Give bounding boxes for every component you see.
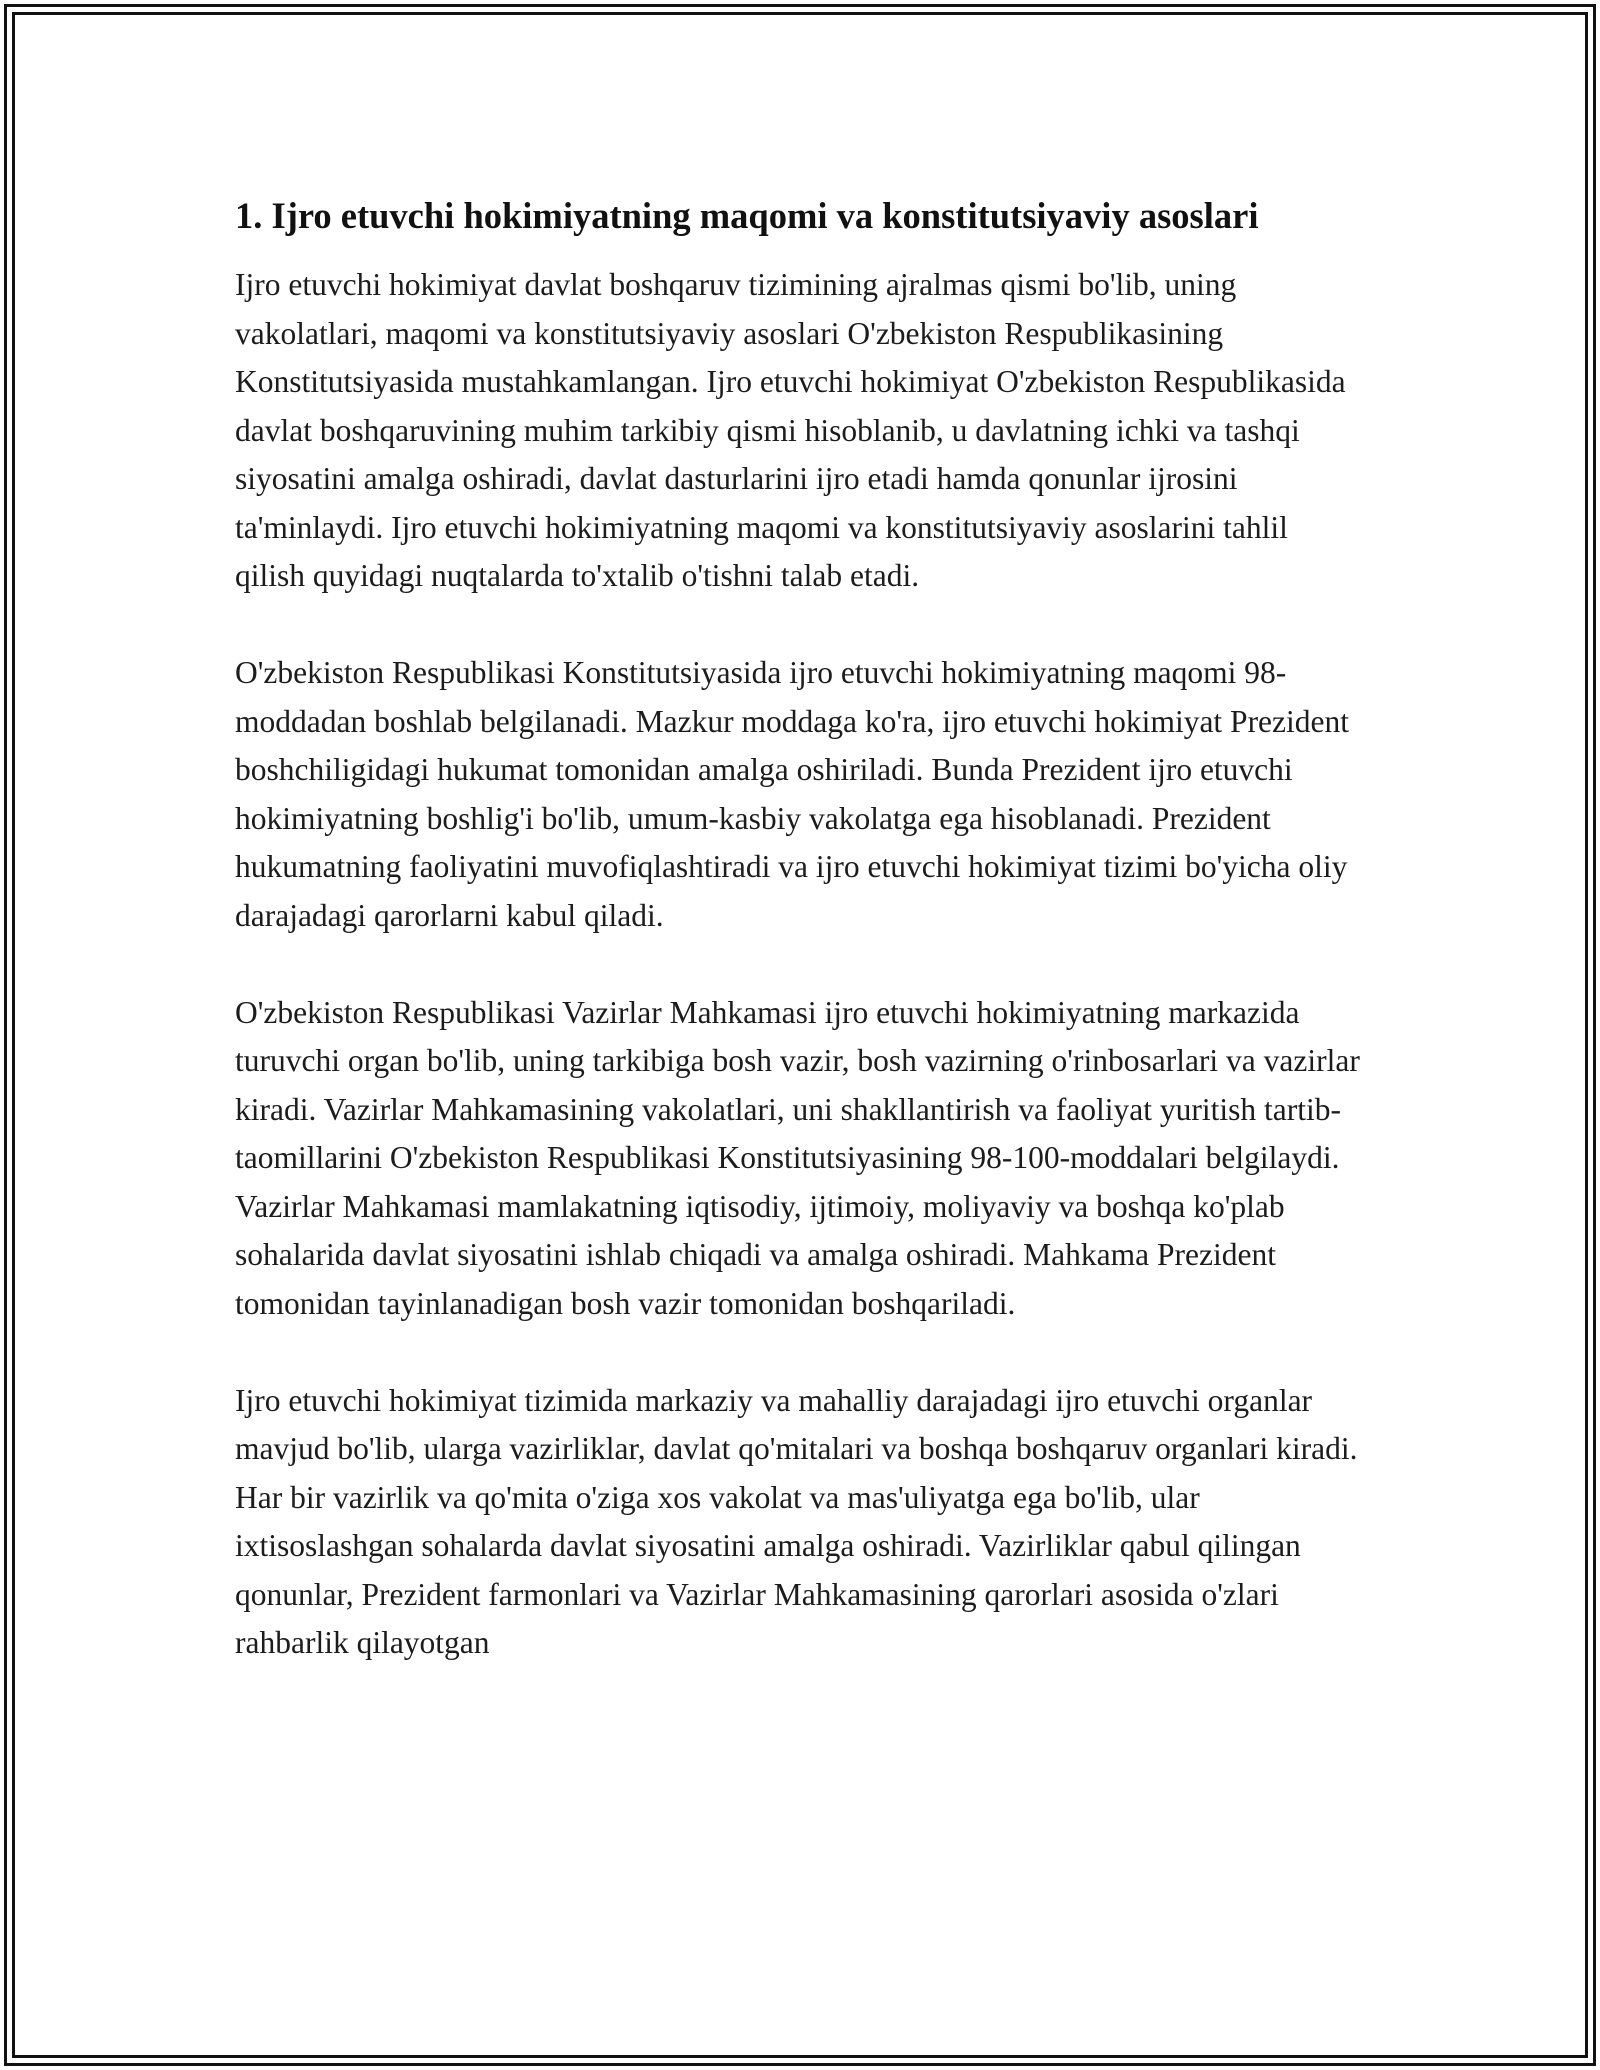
paragraph-1: Ijro etuvchi hokimiyat davlat boshqaruv tizimining ajralmas qismi bo'lib, uning vakolatlari, maqomi va konstitutsiyaviy asoslari O'zbekiston Respublikasining Konstitutsiyasida mustahkamlangan. Ijro etuvchi hokimiyat O'zbekiston Respublikasida davlat boshqaruvining muhim tarkibiy qismi hisoblanib, u davlatning ichki va tashqi siyosatini amalga oshiradi, davlat dasturlarini ijro etadi hamda qonunlar ijrosini ta'minlaydi. Ijro etuvchi hokimiyatning maqomi va konstitutsiyaviy asoslarini tahlil qilish quyidagi nuqtalarda to'xtalib o'tishni talab etadi.: [235, 267, 1346, 593]
paragraph-4: Ijro etuvchi hokimiyat tizimida markaziy va mahalliy darajadagi ijro etuvchi organlar mavjud bo'lib, ularga vazirliklar, davlat qo'mitalari va boshqa boshqaruv organlari kiradi. Har bir vazirlik va qo'mita o'ziga xos vakolat va mas'uliyatga ega bo'lib, ular ixtisoslashgan sohalarda davlat siyosatini amalga oshiradi. Vazirliklar qabul qilingan qonunlar, Prezident farmonlari va Vazirlar Mahkamasining qarorlari asosida o'zlari rahbarlik qilayotgan: [235, 1382, 1358, 1660]
section-heading: 1. Ijro etuvchi hokimiyatning maqomi va konstitutsiyaviy asoslari: [235, 195, 1259, 236]
paragraph-3: O'zbekiston Respublikasi Vazirlar Mahkamasi ijro etuvchi hokimiyatning markazida turuvchi organ bo'lib, uning tarkibiga bosh vazir, bosh vazirning o'rinbosarlari va vazirlar kiradi. Vazirlar Mahkamasining vakolatlari, uni shakllantirish va faoliyat yuritish tartib-taomillarini O'zbekiston Respublikasi Konstitutsiyasining 98-100-moddalari belgilaydi. Vazirlar Mahkamasi mamlakatning iqtisodiy, ijtimoiy, moliyaviy va boshqa ko'plab sohalarida davlat siyosatini ishlab chiqadi va amalga oshiradi. Mahkama Prezident tomonidan tayinlanadigan bosh vazir tomonidan boshqariladi.: [235, 994, 1360, 1321]
document-body: [235, 188, 1365, 1716]
paragraph-2: O'zbekiston Respublikasi Konstitutsiyasida ijro etuvchi hokimiyatning maqomi 98-moddadan boshlab belgilanadi. Mazkur moddaga ko'ra, ijro etuvchi hokimiyat Prezident boshchiligidagi hukumat tomonidan amalga oshiriladi. Bunda Prezident ijro etuvchi hokimiyatning boshlig'i bo'lib, umum-kasbiy vakolatga ega hisoblanadi. Prezident hukumatning faoliyatini muvofiqlashtiradi va ijro etuvchi hokimiyat tizimi bo'yicha oliy darajadagi qarorlarni kabul qiladi.: [235, 655, 1350, 933]
